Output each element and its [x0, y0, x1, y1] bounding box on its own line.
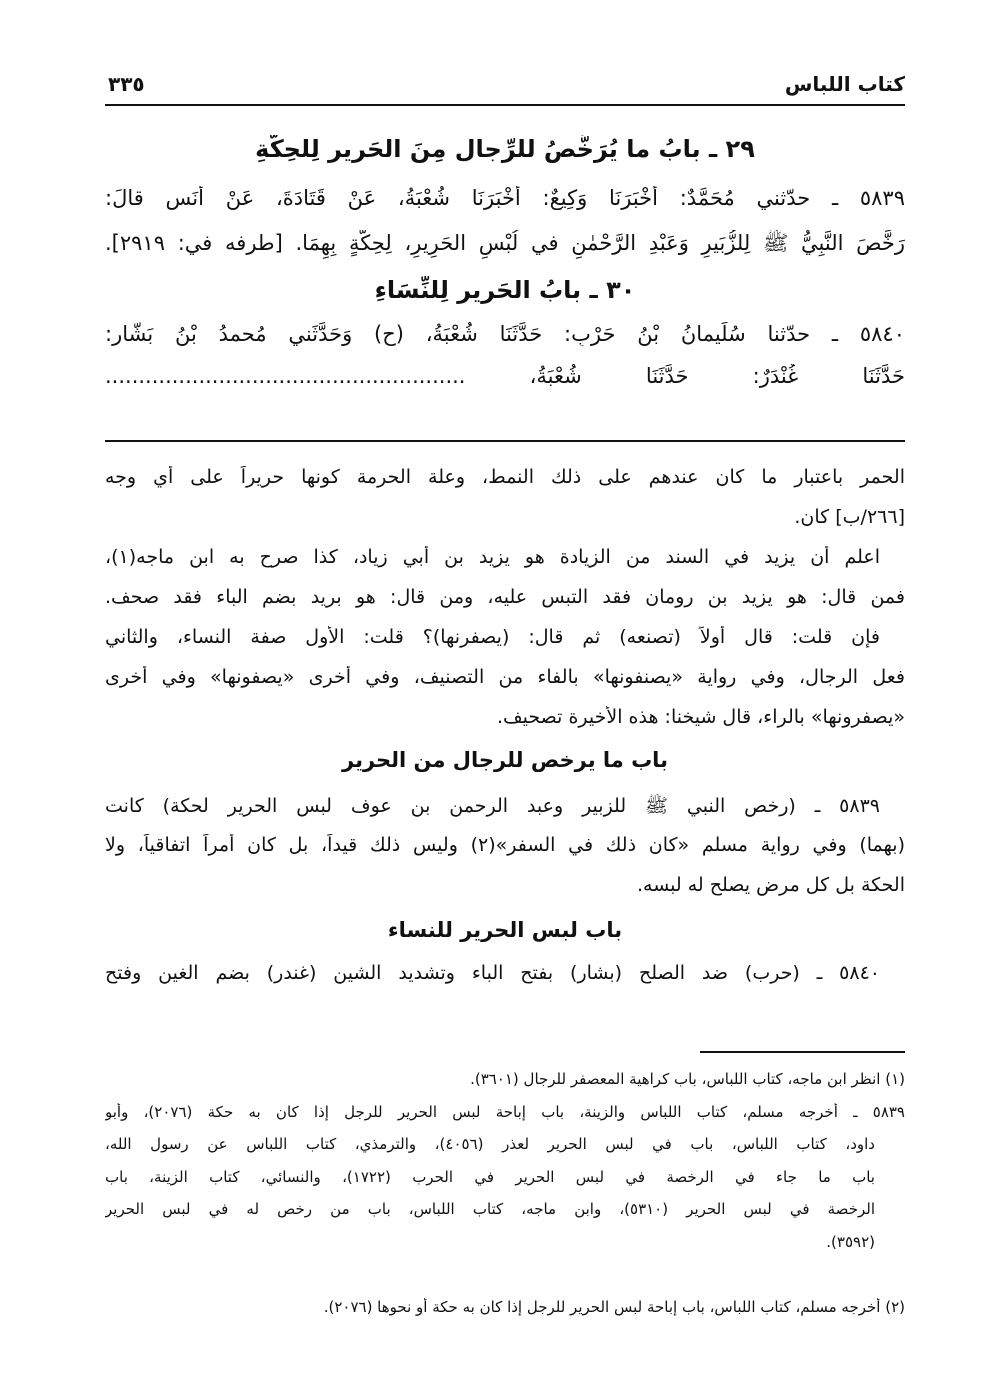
commentary-line: اعلم أن يزيد في السند من الزيادة هو يزيد بن أبي زياد، كذا صرح به ابن ماجه(١)،	[105, 546, 880, 568]
header-rule	[105, 104, 905, 106]
hadith-5840-line-1: ٥٨٤٠ ـ حدّثنا سُلَيمانُ بْنُ حَرْبٍ: حَدَّثَنَا شُعْبَةُ، (ح) وَحَدَّثَني مُحمدُ بْنُ بَشَّارٍ:	[105, 322, 905, 346]
footnote-1: (١) انظر ابن ماجه، كتاب اللباس، باب كراهية المعصفر للرجال (٣٦٠١).	[470, 1070, 905, 1088]
footnote-rule	[700, 1051, 905, 1053]
footnote-5839-line: ٥٨٣٩ ـ أخرجه مسلم، كتاب اللباس والزينة، باب إباحة لبس الحرير للرجل إذا كان به حكة (٢٠٧٦)، وأبو	[105, 1103, 905, 1121]
commentary-line: ٥٨٤٠ ـ (حرب) ضد الصلح (بشار) بفتح الباء وتشديد الشين (غندر) بضم الغين وفتح	[105, 962, 880, 984]
commentary-line: الحكة بل كل مرض يصلح له لبسه.	[637, 874, 905, 896]
hadith-5840-line-2: حَدَّثَنَا غُنْدَرٌ: حَدَّثَنَا شُعْبَةُ، ......................................................	[105, 364, 905, 388]
section-divider	[105, 440, 905, 442]
commentary-line: فمن قال: هو يزيد بن رومان فقد التبس عليه، ومن قال: هو بريد بضم الباء فقد صحف.	[105, 586, 905, 608]
hadith-5839-line-2: رَخَّصَ النَّبِيُّ ﷺ لِلزُّبَيرِ وَعَبْدِ الرَّحْمٰنِ في لُبْسِ الحَرِيرِ، لِحِكَّةٍ بِهِمَا. [طرفه في: ٢٩١٩].	[105, 231, 905, 255]
footnote-5839-line: الرخصة في لبس الحرير (٥٣١٠)، وابن ماجه، كتاب اللباس، باب من رخص له في لبس الحرير	[105, 1200, 875, 1218]
page-number: ٣٣٥	[108, 72, 145, 96]
chapter-30-title: ٣٠ ـ بابُ الحَرِيرِ لِلنِّسَاءِ	[374, 276, 636, 304]
commentary-heading-1: باب ما يرخص للرجال من الحرير	[342, 748, 668, 772]
running-header-book-title: كتاب اللباس	[784, 72, 905, 96]
commentary-line: [٢٦٦/ب] كان.	[794, 506, 905, 528]
commentary-line: «يصفرونها» بالراء، قال شيخنا: هذه الأخيرة تصحيف.	[496, 706, 905, 728]
commentary-line: فإن قلت: قال أولاً (تصنعه) ثم قال: (يصفرنها)؟ قلت: الأول صفة النساء، والثاني	[105, 626, 880, 648]
footnote-5839-line: داود، كتاب اللباس، باب في لبس الحرير لعذر (٤٠٥٦)، والترمذي، كتاب اللباس عن رسول الله،	[105, 1135, 875, 1153]
footnote-2: (٢) أخرجه مسلم، كتاب اللباس، باب إباحة لبس الحرير للرجل إذا كان به حكة أو نحوها (٢٠٧٦).	[323, 1298, 905, 1316]
hadith-5839-line-1: ٥٨٣٩ ـ حدّثني مُحَمَّدٌ: أَخْبَرَنَا وَكِيعٌ: أَخْبَرَنَا شُعْبَةُ، عَنْ قَتَادَةَ، عَنْ أَنَسٍ قالَ:	[105, 186, 905, 210]
commentary-line: ٥٨٣٩ ـ (رخص النبي ﷺ للزبير وعبد الرحمن بن عوف لبس الحرير لحكة) كانت	[105, 795, 880, 817]
chapter-29-title: ٢٩ ـ بابُ ما يُرَخَّصُ للرِّجالِ مِنَ الحَرِيرِ لِلحِكَّةِ	[255, 135, 755, 163]
footnote-5839-line: باب ما جاء في الرخصة في لبس الحرير في الحرب (١٧٢٢)، والنسائي، كتاب الزينة، باب	[105, 1168, 875, 1186]
commentary-line: فعل الرجال، وفي رواية «يصنفونها» بالفاء من التصنيف، وفي أخرى «يصفونها» وفي أخرى	[105, 666, 905, 688]
commentary-line: (بهما) وفي رواية مسلم «كان ذلك في السفر»(٢) وليس ذلك قيداً، بل كان أمراً اتفاقياً، ولا	[105, 834, 905, 856]
commentary-line: الحمر باعتبار ما كان عندهم على ذلك النمط، وعلة الحرمة كونها حريراً على أي وجه	[105, 466, 905, 488]
commentary-heading-2: باب لبس الحرير للنساء	[387, 918, 623, 942]
footnote-5839-line: (٣٥٩٢).	[826, 1233, 875, 1251]
